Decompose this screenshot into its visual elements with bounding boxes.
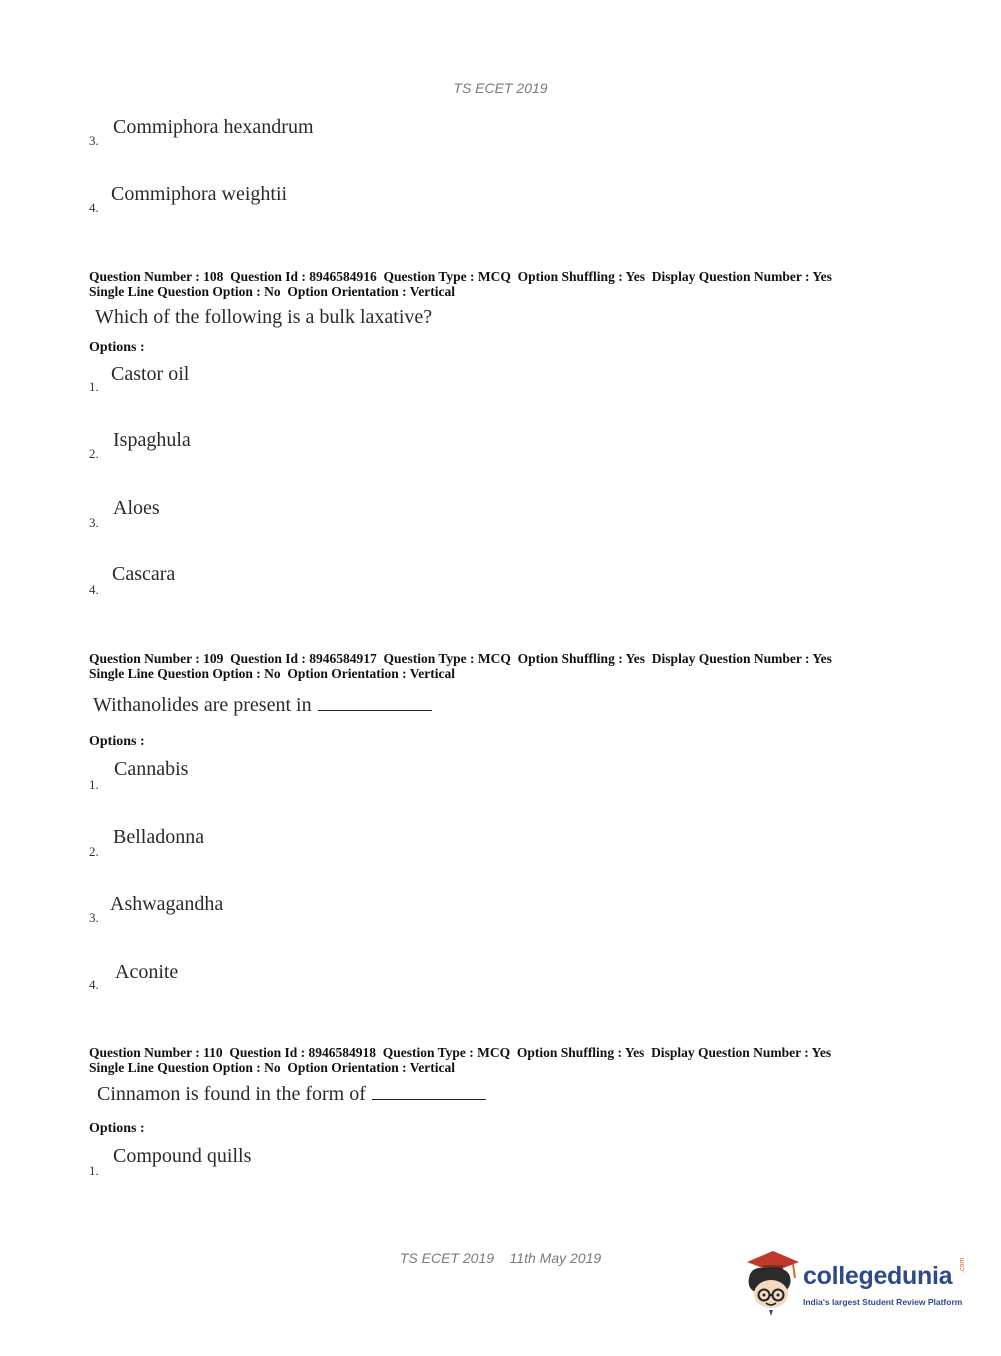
collegedunia-logo (741, 1248, 971, 1318)
question-meta-line2: Single Line Question Option : No Option Orientation : Vertical (89, 284, 456, 299)
option-number: 2. (89, 446, 99, 461)
option-text: Ashwagandha (110, 893, 224, 915)
options-label: Options : (89, 734, 145, 749)
options-label: Options : (89, 1121, 145, 1136)
option-text: Commiphora weightii (111, 183, 288, 205)
question-meta-line2: Single Line Question Option : No Option Orientation : Vertical (89, 1060, 456, 1075)
logo-name: collegedunia (803, 1262, 953, 1290)
option-number: 1. (89, 1163, 99, 1178)
question-text-content: Withanolides are present in (93, 694, 312, 716)
option-number: 4. (89, 977, 99, 992)
page-footer-text: TS ECET 2019 11th May 2019 (399, 1250, 602, 1266)
question-text (93, 694, 432, 717)
option-text: Commiphora hexandrum (113, 116, 314, 138)
option-number: 4. (89, 582, 99, 597)
option-number: 2. (89, 844, 99, 859)
question-text: Which of the following is a bulk laxative? (95, 306, 433, 328)
option-number: 1. (89, 379, 99, 394)
option-text: Castor oil (111, 363, 190, 385)
question-meta-line2: Single Line Question Option : No Option Orientation : Vertical (89, 666, 456, 681)
option-text: Cascara (112, 563, 176, 585)
option-number: 3. (89, 515, 99, 530)
answer-blank-line (318, 696, 432, 711)
question-text-content: Cinnamon is found in the form of (97, 1083, 366, 1105)
option-text: Cannabis (114, 758, 189, 780)
options-label: Options : (89, 340, 145, 355)
option-text: Aconite (115, 961, 179, 983)
option-number: 3. (89, 133, 99, 148)
answer-blank-line (372, 1085, 486, 1100)
option-text: Compound quills (113, 1145, 252, 1167)
mascot-icon (741, 1248, 805, 1318)
question-meta-line1: Question Number : 108 Question Id : 8946584916 Question Type : MCQ Option Shuffling : Yes Display Question Number : Yes (89, 269, 832, 284)
option-text: Ispaghula (113, 429, 191, 451)
option-number: 3. (89, 910, 99, 925)
option-number: 1. (89, 777, 99, 792)
logo-com: .com (959, 1257, 966, 1273)
logo-tagline: India's largest Student Review Platform (803, 1297, 963, 1307)
page-header-title: TS ECET 2019 (453, 80, 548, 96)
question-meta-line1: Question Number : 110 Question Id : 8946584918 Question Type : MCQ Option Shuffling : Yes Display Question Number : Yes (89, 1045, 832, 1060)
question-meta-line1: Question Number : 109 Question Id : 8946584917 Question Type : MCQ Option Shuffling : Yes Display Question Number : Yes (89, 651, 832, 666)
option-text: Aloes (113, 497, 160, 519)
option-text: Belladonna (113, 826, 205, 848)
option-number: 4. (89, 200, 99, 215)
question-text (97, 1083, 486, 1106)
